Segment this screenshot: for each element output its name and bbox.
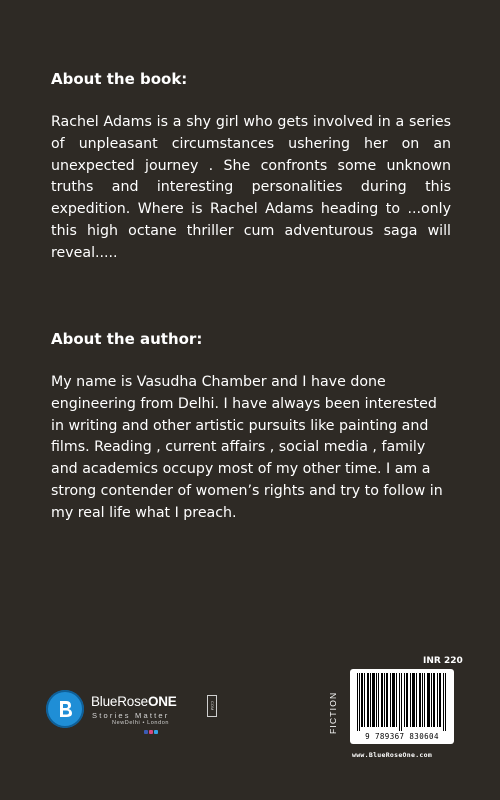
- about-author-text: My name is Vasudha Chamber and I have done engineering from Delhi. I have always been interested in writing and other artistic pursuits like painting and films. Reading , current affairs , social media , family and academics occupy most of my other time. I am a strong contender of women’s rights and try to follow in my real life what I preach.: [51, 374, 443, 521]
- publisher-name-part1: BlueRose: [91, 694, 148, 709]
- social-icons: [144, 730, 158, 734]
- bluerose-logo-icon: [46, 690, 84, 728]
- price-label: INR 220: [423, 656, 463, 666]
- publisher-locations: NewDelhi • London: [112, 720, 170, 726]
- publisher-logo: [46, 690, 226, 750]
- publisher-tagline: Stories Matter: [92, 711, 170, 720]
- instagram-icon: [149, 730, 153, 734]
- publisher-name: [91, 694, 177, 709]
- barcode-bars: [355, 673, 449, 731]
- about-author-heading: About the author:: [51, 330, 203, 348]
- publisher-name-part2: ONE: [147, 694, 177, 709]
- isbn-number: 9 789367 830604: [365, 732, 439, 741]
- genre-label: FICTION: [328, 691, 338, 734]
- facebook-icon: [144, 730, 148, 734]
- barcode: [350, 669, 454, 744]
- publisher-website: www.BlueRoseOne.com: [352, 751, 433, 759]
- twitter-icon: [154, 730, 158, 734]
- publisher-domain-box: COM: [207, 695, 217, 717]
- about-book-heading: About the book:: [51, 70, 188, 88]
- about-book-text: Rachel Adams is a shy girl who gets involved in a series of unpleasant circumstances ushering her on an unexpected journey . She confronts some unknown truths and interesting personalities during this expedition. Where is Rachel Adams heading to ...only this high octane thriller cum adventurous saga will reveal.....: [51, 114, 451, 261]
